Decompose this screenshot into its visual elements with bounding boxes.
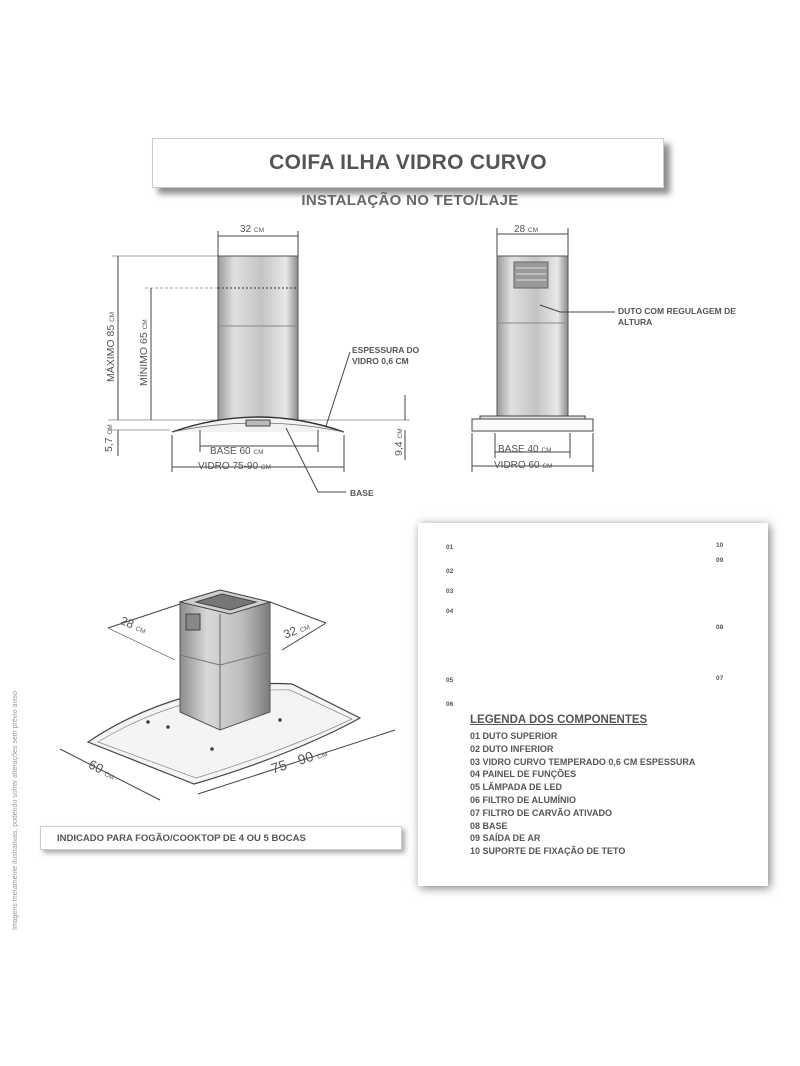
page-subtitle: INSTALAÇÃO NO TETO/LAJE xyxy=(301,192,519,209)
legend-list xyxy=(470,730,695,858)
side-base-dim: BASE 40 CM xyxy=(498,444,552,455)
legend-item: 07 FILTRO DE CARVÃO ATIVADO xyxy=(470,807,613,818)
callout-10: 10 xyxy=(716,542,724,549)
iso-bottom-width-dim: 75 - 90 CM xyxy=(268,747,329,777)
callout-02: 02 xyxy=(446,568,454,575)
legend-title: LEGENDA DOS COMPONENTES xyxy=(470,714,648,726)
legend-item: 04 PAINEL DE FUNÇÕES xyxy=(470,769,577,780)
legend-item: 08 BASE xyxy=(470,820,508,831)
side-glass-dim: VIDRO 60 CM xyxy=(494,460,553,471)
base-callout: BASE xyxy=(350,488,374,498)
legend-item: 10 SUPORTE DE FIXAÇÃO DE TETO xyxy=(470,846,626,857)
iso-width-dim: 32 CM xyxy=(281,623,312,642)
callout-01: 01 xyxy=(446,544,454,551)
legend-item: 03 VIDRO CURVO TEMPERADO 0,6 CM ESPESSURA xyxy=(470,756,696,767)
stove-note: INDICADO PARA FOGÃO/COOKTOP DE 4 OU 5 BOCAS xyxy=(40,826,402,850)
callout-08: 08 xyxy=(716,624,724,631)
callout-05: 05 xyxy=(446,677,454,684)
front-max-height-dim: MÁXIMO 85 CM xyxy=(105,311,117,382)
callout-07: 07 xyxy=(716,675,724,682)
glass-thickness-callout: ESPESSURA DO VIDRO 0,6 CM xyxy=(352,345,420,366)
iso-bottom-depth-dim: 60 CM xyxy=(86,756,115,782)
legend-item: 01 DUTO SUPERIOR xyxy=(470,731,558,741)
callout-04: 04 xyxy=(446,608,454,615)
front-base-dim: BASE 60 CM xyxy=(210,446,264,457)
page-title: COIFA ILHA VIDRO CURVO xyxy=(269,151,547,174)
front-side-height-dim: 9,4 CM xyxy=(393,428,405,456)
front-min-height-dim: MÍNIMO 65 CM xyxy=(138,319,150,386)
duct-adjust-callout: DUTO COM REGULAGEM DE ALTURA xyxy=(618,306,736,327)
callout-03: 03 xyxy=(446,588,454,595)
legend-item: 05 LÂMPADA DE LED xyxy=(470,782,563,793)
side-view-drawing xyxy=(472,228,615,472)
disclaimer: Imagens meramente ilustrativas, podendo sofrer alterações sem prévio aviso xyxy=(12,691,19,930)
side-width-dim: 28 CM xyxy=(514,224,539,235)
callout-06: 06 xyxy=(446,701,454,708)
legend-item: 06 FILTRO DE ALUMÍNIO xyxy=(470,794,577,805)
iso-depth-dim: 28 CM xyxy=(118,613,147,636)
front-width-dim: 32 CM xyxy=(240,224,265,235)
callout-09: 09 xyxy=(716,557,724,564)
legend-item: 02 DUTO INFERIOR xyxy=(470,743,554,754)
legend-item: 09 SAÍDA DE AR xyxy=(470,833,541,844)
front-glass-dim: VIDRO 75-90 CM xyxy=(198,461,271,472)
front-bottom-offset-dim: 5,7 CM xyxy=(103,424,115,452)
